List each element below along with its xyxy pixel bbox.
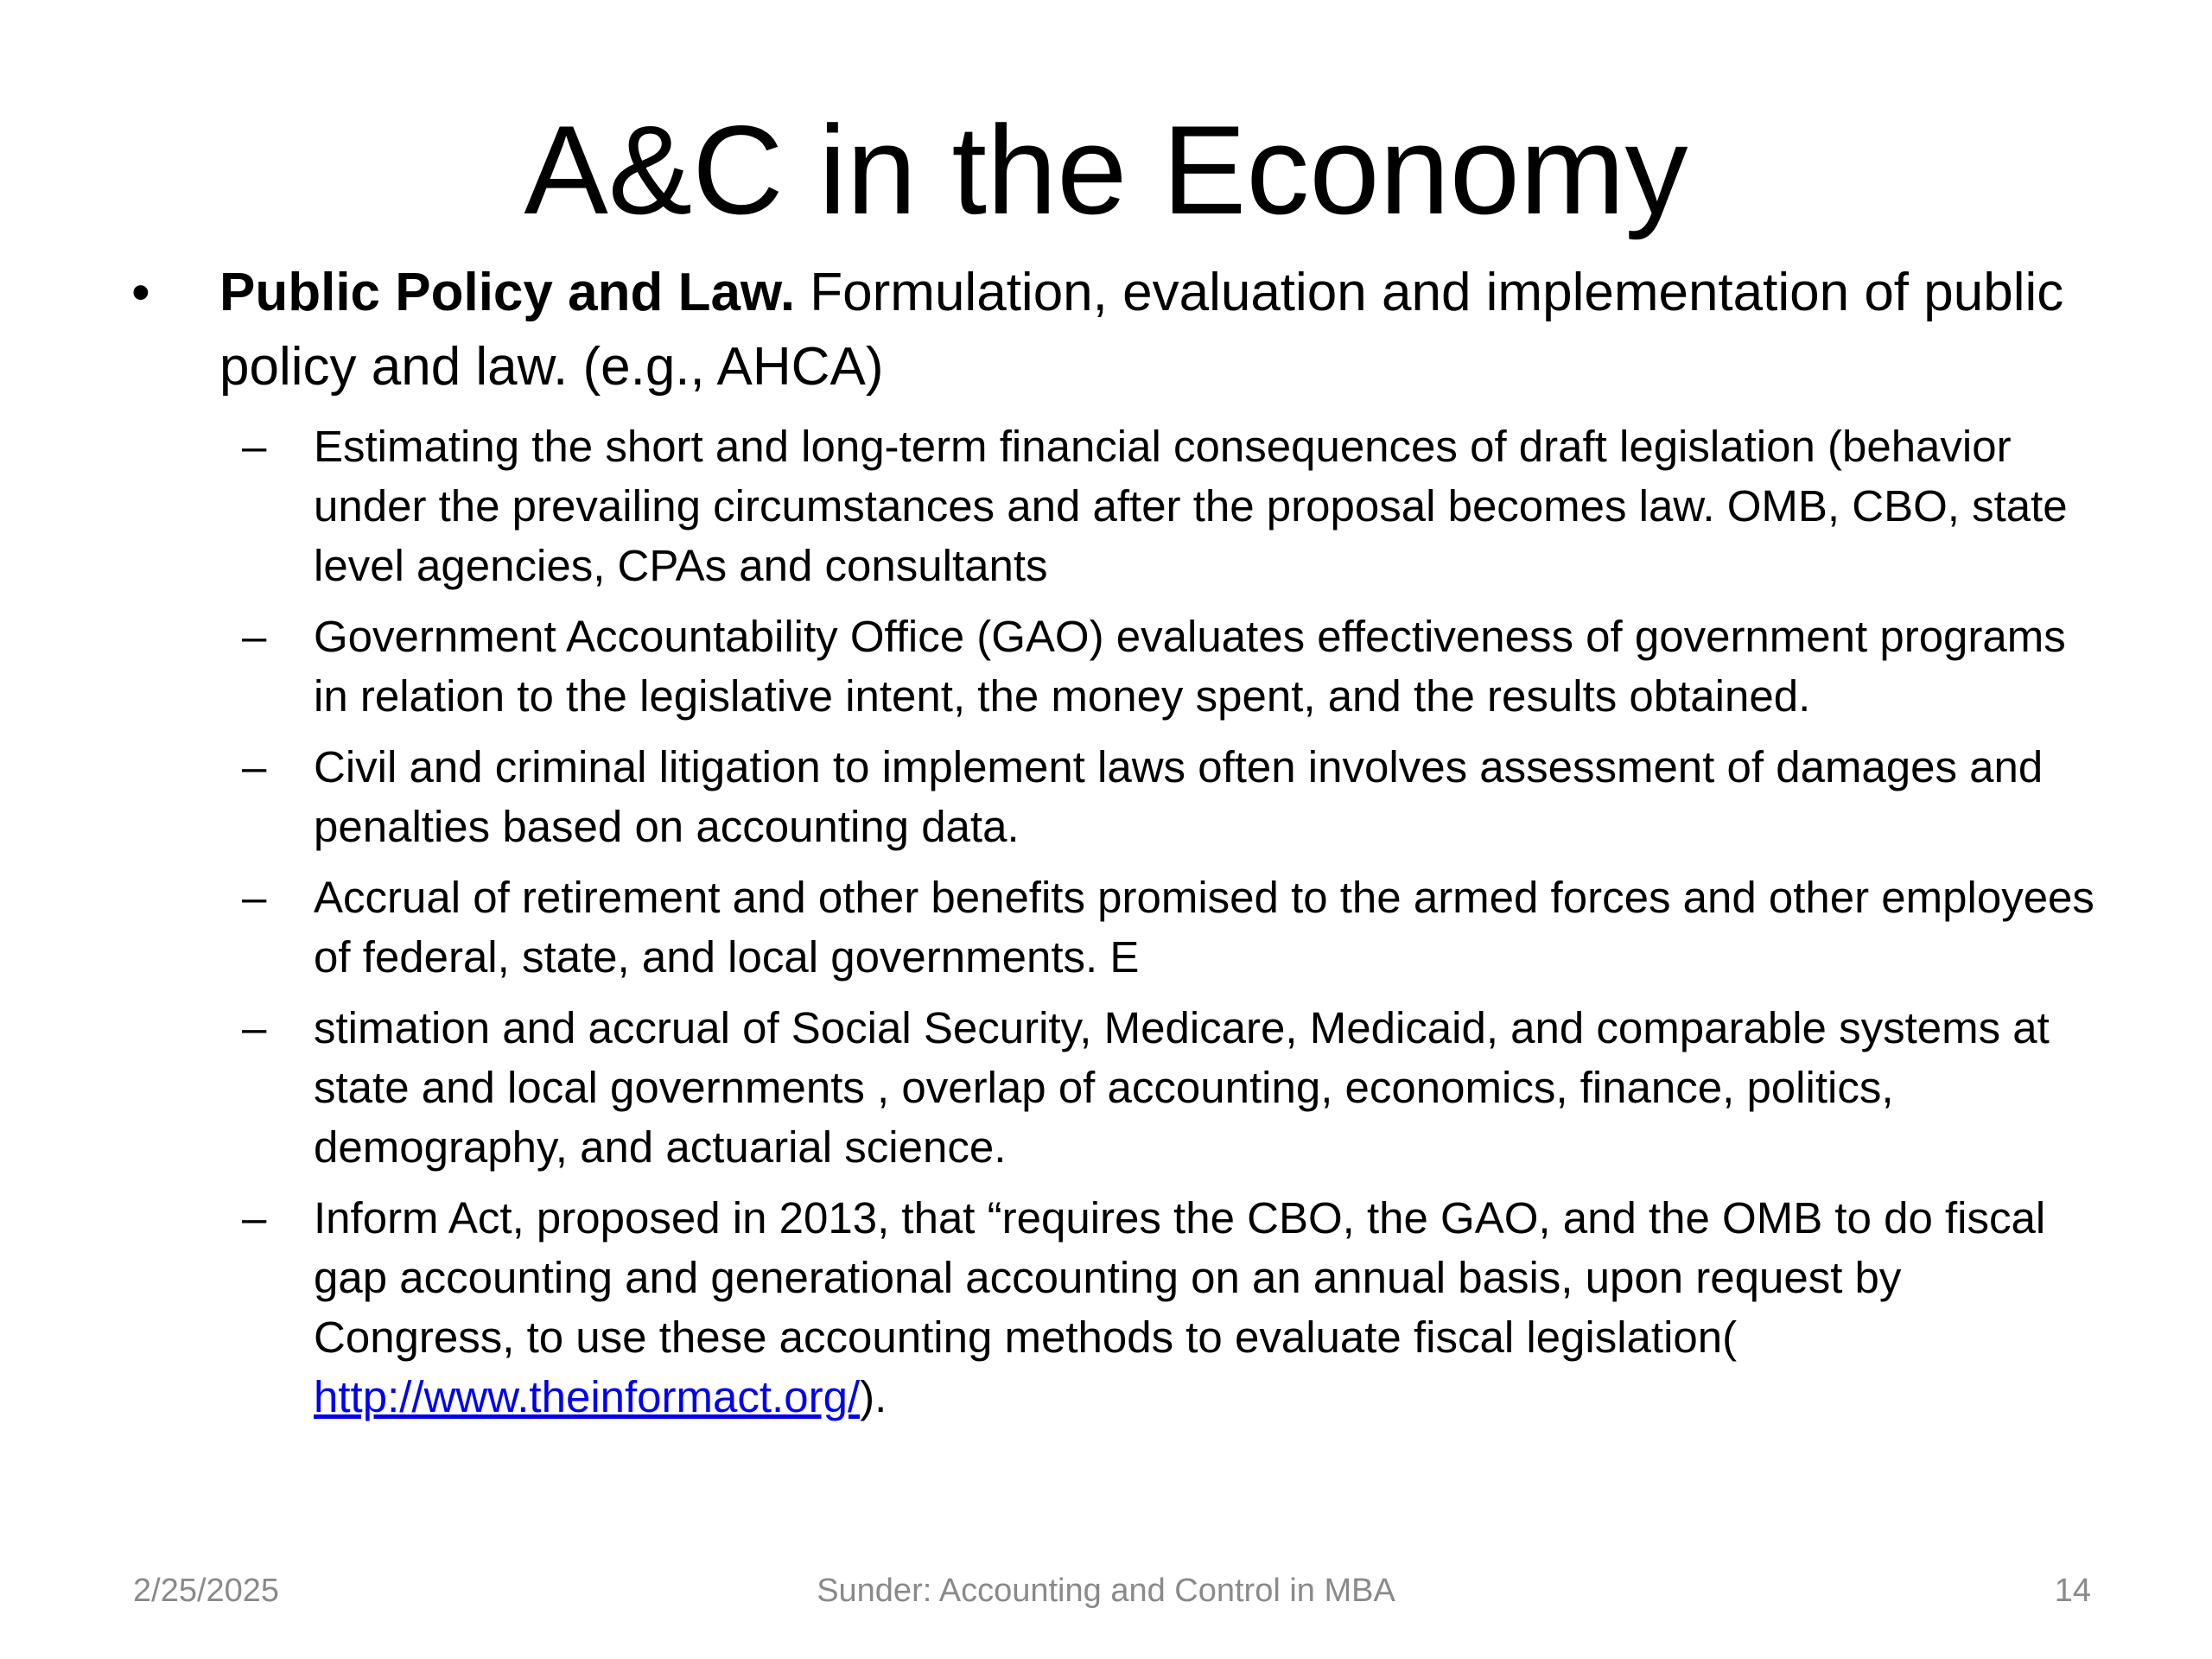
sub-bullet-text: Civil and criminal litigation to implement laws often involves assessment of damages and penalties based on accounting data. [314,742,2044,851]
sub-bullet-text-end: ). [860,1372,887,1421]
main-bullet-text: Formulation, evaluation and implementation of public policy and law. (e.g., AHCA) [219,263,2064,397]
sub-bullet-text: stimation and accrual of Social Security, Medicare, Medicaid, and comparable systems at state and local governments , overlap of accounting, economics, finance, politics, demography, and actuarial science. [314,1003,2050,1172]
sub-bullet-list [130,416,2108,1427]
sub-bullet-text: Government Accountability Office (GAO) evaluates effectiveness of government programs in relation to the legislative intent, the money spent, and the results obtained. [314,612,2066,721]
bullet-dot-icon: • [131,263,150,322]
sub-bullet-text: Estimating the short and long-term financial consequences of draft legislation (behavior under the prevailing circumstances and after the proposal becomes law. OMB, CBO, state level agencies, CPAs and consultants [314,422,2068,590]
dash-icon: – [242,1003,267,1052]
dash-icon: – [242,873,267,922]
informact-link[interactable]: http://www.theinformact.org/ [314,1372,861,1421]
footer-title: Sunder: Accounting and Control in MBA [817,1573,1395,1609]
main-bullet [130,256,2108,404]
sub-bullet-item [130,737,2108,856]
dash-icon: – [242,1193,267,1243]
sub-bullet-item [130,998,2108,1177]
sub-bullet-item [130,416,2108,595]
sub-bullet-text: Inform Act, proposed in 2013, that “requires the CBO, the GAO, and the OMB to do fiscal gap accounting and generational accounting on an annual basis, upon request by Congress, to use these accounting methods to evaluate fiscal legislation( [314,1193,2046,1362]
sub-bullet-item [130,607,2108,726]
dash-icon: – [242,422,267,471]
footer-page-number: 14 [2054,1573,2091,1609]
sub-bullet-text: Accrual of retirement and other benefits promised to the armed forces and other employees of federal, state, and local governments. E [314,873,2094,982]
sub-bullet-item [130,868,2108,987]
slide-content [130,256,2108,1438]
dash-icon: – [242,742,267,791]
slide-title: A&C in the Economy [524,99,1688,240]
sub-bullet-item [130,1188,2108,1427]
footer-date: 2/25/2025 [133,1573,280,1609]
dash-icon: – [242,612,267,661]
main-bullet-lead: Public Policy and Law. [219,263,796,322]
